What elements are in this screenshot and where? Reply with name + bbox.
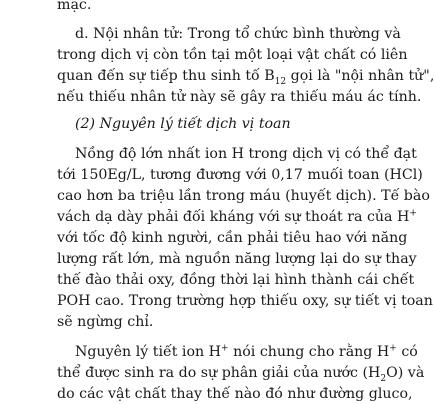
text-fragment: tới 150Eg/L, tương đương với 0,17 muối toan (HCl) — [57, 167, 423, 183]
superscript: + — [409, 208, 417, 219]
paragraph-2-line-9 — [57, 312, 391, 332]
text-fragment: POH cao. Trong trường hợp thiếu oxy, sự tiết vị toan — [57, 293, 433, 309]
subscript: 2 — [380, 373, 387, 384]
text-fragment: mạc. — [57, 0, 92, 13]
text-fragment: sẽ ngừng chỉ. — [57, 314, 154, 330]
paragraph-d-line-1 — [75, 24, 401, 44]
paragraph-2-line-4 — [57, 207, 417, 227]
paragraph-3-line-2 — [57, 363, 425, 384]
paragraph-3-line-3 — [57, 384, 413, 402]
line-previous-paragraph-end — [57, 0, 391, 15]
text-fragment: có — [396, 344, 418, 360]
paragraph-2-line-2 — [57, 165, 423, 185]
text-fragment: lượng rất lớn, mà nguồn năng lượng lại do sự thay — [57, 251, 417, 267]
text-fragment: cao hơn ba triệu lần trong máu (huyết dịch). Tế bào — [57, 188, 430, 204]
text-fragment: trong dịch vị còn tồn tại một loại vật chất có liên — [57, 47, 408, 63]
paragraph-2-line-3 — [57, 186, 430, 206]
paragraph-2-line-1 — [75, 144, 417, 164]
paragraph-2-line-7 — [57, 270, 415, 290]
text-fragment: d. Nội nhân tử: Trong tổ chức bình thường và — [75, 26, 401, 42]
paragraph-2-line-5 — [57, 228, 408, 248]
text-fragment: với tốc độ kinh người, cần phải tiêu hao với năng — [57, 230, 408, 246]
paragraph-d-line-2 — [57, 45, 408, 65]
text-fragment: O) và — [386, 365, 425, 381]
section-heading — [75, 114, 409, 134]
paragraph-2-line-8 — [57, 291, 433, 311]
paragraph-2-line-6 — [57, 249, 417, 269]
subscript: 12 — [274, 76, 287, 87]
superscript: + — [389, 343, 397, 354]
text-fragment: Nguyên lý tiết ion H — [75, 344, 222, 360]
paragraph-d-line-4 — [57, 87, 422, 107]
text-fragment: Nồng độ lớn nhất ion H trong dịch vị có thể đạt — [75, 146, 417, 162]
text-fragment: thế đào thải oxy, đồng thời lại hình thành cái chết — [57, 272, 415, 288]
text-fragment: quan đến sự tiếp thu sinh tố B — [57, 68, 275, 84]
text-fragment: thể được sinh ra do sự phân giải của nước (H — [57, 365, 381, 381]
text-fragment: nói chung cho rằng H — [228, 344, 390, 360]
text-fragment: vách dạ dày phải đối kháng với sự thoát ra của H — [57, 209, 410, 225]
paragraph-3-line-1 — [75, 342, 418, 362]
superscript: + — [221, 343, 229, 354]
text-fragment: (2) Nguyên lý tiết dịch vị toan — [75, 116, 291, 132]
text-fragment: nếu thiếu nhân tử này sẽ gây ra thiếu máu ác tính. — [57, 89, 422, 105]
text-fragment: gọi là "nội nhân tử", — [286, 68, 434, 84]
text-fragment: do các vật chất thay thế nào đó như đường gluco, — [57, 386, 413, 402]
paragraph-d-line-3 — [57, 66, 434, 87]
